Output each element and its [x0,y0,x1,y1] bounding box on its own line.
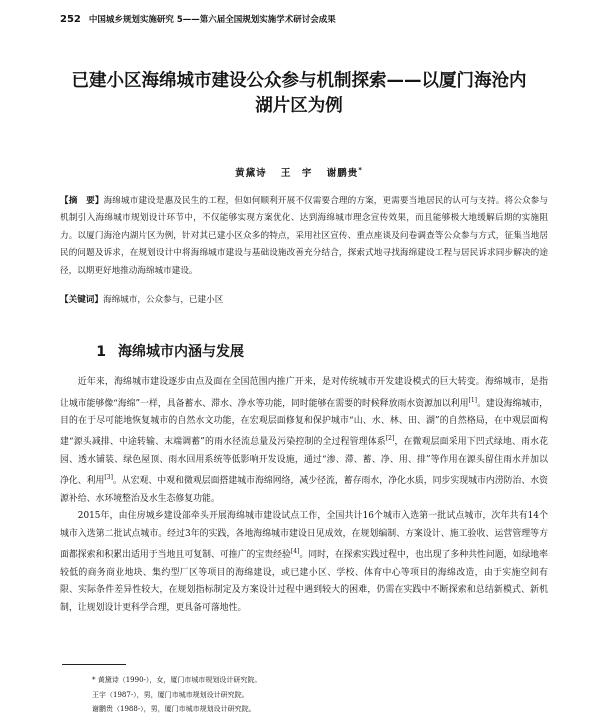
section-title: 海绵城市内涵与发展 [118,344,244,360]
citation: [3] [104,474,113,482]
footnote-marker: * [358,165,363,174]
author-list [60,165,538,179]
footnote-3: 谢鹏贵（1988-），男，厦门市城市规划设计研究院。 [92,705,256,713]
paper-title-line-1: 已建小区海绵城市建设公众参与机制探索——以厦门海沧内 [71,71,527,91]
paragraph-1-text-d: 。从宏观、中观和微观层面搭建城市海绵网络，减少径流，蓄存雨水，净化水质，同步实现城市内涝防治、水资源补给、水环境整治及水生态修复功能。 [60,476,549,504]
body-text [60,374,548,617]
keywords-label: 【关键词】 [60,295,103,305]
author-3-name: 谢鹏贵 [326,168,359,179]
footnote-divider [62,664,126,665]
paper-title-line-2: 湖片区为例 [255,96,343,116]
section-heading [60,341,548,361]
abstract-label: 【摘 要】 [60,196,104,206]
author-2: 王 宇 [280,168,313,179]
citation: [4] [290,548,300,556]
page-number: 252 [60,14,81,25]
paragraph-1-text-b: 。建设海绵城市，目的在于尽可能地恢复城市的自然水文功能，在宏观层面修复和保护城市“山、水、林、田、湖”的自然格局，在中观层面构建“源头减排、中途转输、末端调蓄”的雨水径流总量及污染控制的全过程管理体系 [60,398,548,448]
abstract [60,193,548,280]
keywords [60,293,548,307]
footnotes [92,673,492,717]
running-header [60,13,550,25]
author-1: 黄黛诗 [235,168,267,179]
abstract-text: 海绵城市建设是惠及民生的工程，但如何顺利开展不仅需要合理的方案，更需要当地居民的认可与支持。将公众参与机制引入海绵城市规划设计环节中，不仅能够实现方案优化、达到海绵城市理念宣传效果，而且能够极大地缓解后期的实施阻力。以厦门海沧内湖片区为例，针对其已建小区众多的特点，采用社区宣传、重点座谈及问卷调查等公众参与方式，征集当地居民的问题及诉求，在规划设计中将海绵城市建设与基础设施改善充分结合，探索式地寻找海绵建设工程与居民诉求同步解决的途径，以期更好地推动海绵城市建设。 [60,196,548,276]
paragraph-1-text-c: ，在微观层面采用下凹式绿地、雨水花园、透水铺装、绿色屋顶、雨水回用系统等低影响开发设施，通过“渗、滞、蓄、净、用、排”等作用在源头留住雨水并加以净化、利用 [60,437,548,487]
citation: [2] [385,435,395,443]
citation: [1] [468,396,477,404]
paragraph-2-text-b: 。同时，在探索实践过程中，也出现了多种共性问题，如绿地率较低的商务商业地块、集约型厂区等项目的海绵建设，或已建小区、学校、体育中心等项目的海绵改造，由于实施空间有限、实际条件差异性较大，在规划指标制定及方案设计过程中遇到较大的困难，仍需在实践中不断探索和总结新模式、新机制，让规划设计更科学合理，更具备可落地性。 [60,550,549,613]
running-title: 中国城乡规划实施研究 5——第六届全国规划实施学术研讨会成果 [88,15,336,25]
paragraph-2 [60,508,548,617]
paragraph-1 [60,374,548,508]
footnote-1: * 黄黛诗（1990-），女，厦门市城市规划设计研究院。 [92,676,262,684]
section-number: 1 [96,344,106,360]
keywords-text: 海绵城市，公众参与，已建小区 [102,295,224,305]
author-3 [326,165,363,179]
paper-title [60,69,538,119]
paragraph-1-text-a: 近年来，海绵城市建设逐步由点及面在全国范围内推广开来，是对传统城市开发建设模式的巨大转变。海绵城市，是指让城市能够像“海绵”一样，具备蓄水、滞水、净水等功能，同时能够在需要的时候释放雨水资源加以利用 [60,377,548,409]
paragraph-2-text-a: 2015年，由住房城乡建设部牵头开展海绵城市建设试点工作，全国共计16个城市入选第一批试点城市，次年共有14个城市入选第二批试点城市。经过3年的实践，各地海绵城市建设日见成效，在规划编制、方案设计、施工验收、运营管理等方面都探索和积累出适用于当地且可复制、可推广的宝贵经验 [60,511,548,561]
footnote-2: 王宇（1987-），男，厦门市城市规划设计研究院。 [92,690,249,699]
